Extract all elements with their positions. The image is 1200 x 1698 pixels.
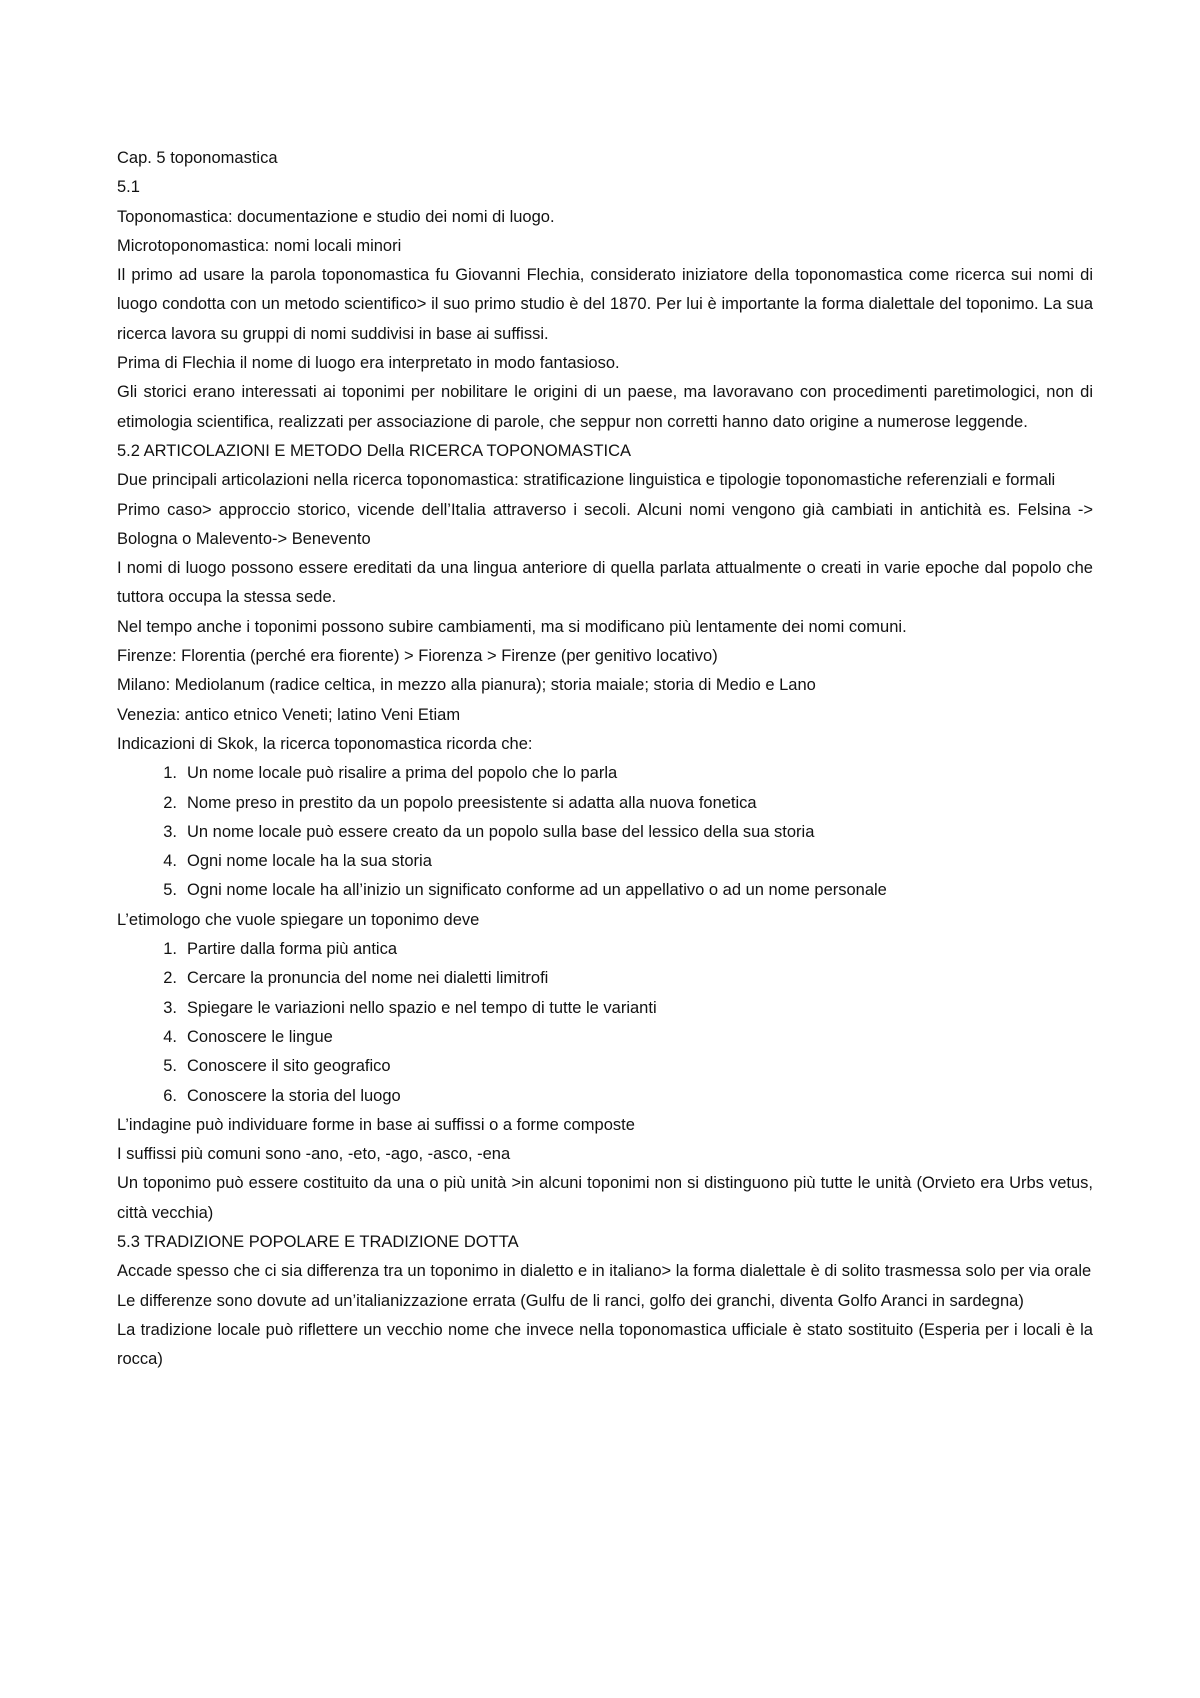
list-item (163, 1052, 1093, 1081)
list-item (163, 994, 1093, 1023)
paragraph-line: L’etimologo che vuole spiegare un toponimo deve (117, 910, 480, 929)
list-item-number: 5. (163, 1057, 177, 1076)
list-item-number: 2. (163, 793, 177, 812)
example-line: Venezia: antico etnico Veneti; latino Veni Etiam (117, 705, 461, 724)
paragraph-line: Indicazioni di Skok, la ricerca toponomastica ricorda che: (117, 734, 533, 753)
example-line: Milano: Mediolanum (radice celtica, in mezzo alla pianura); storia maiale; storia di Medio e Lano (117, 676, 816, 695)
paragraph-line: Prima di Flechia il nome di luogo era interpretato in modo fantasioso. (117, 354, 620, 373)
paragraph: Gli storici erano interessati ai toponimi per nobilitare le origini di un paese, ma lavoravano con procedimenti paretimologici, non di etimologia scientifica, realizzati per associazione di parole, che seppur non corretti hanno dato origine a numerose leggende. (117, 383, 1093, 431)
list-item (163, 964, 1093, 993)
paragraph-line: L’indagine può individuare forme in base ai suffissi o a forme composte (117, 1115, 635, 1134)
document-page (117, 144, 1093, 1374)
example-line: Firenze: Florentia (perché era fiorente) > Fiorenza > Firenze (per genitivo locativo) (117, 647, 718, 666)
definition-line: Toponomastica: documentazione e studio dei nomi di luogo. (117, 207, 555, 226)
list-item-text: Conoscere il sito geografico (187, 1057, 391, 1076)
list-item (163, 935, 1093, 964)
list-item (163, 759, 1093, 788)
skok-list (117, 759, 1093, 905)
section-heading: 5.3 TRADIZIONE POPOLARE E TRADIZIONE DOTTA (117, 1232, 519, 1251)
etimologo-list (117, 935, 1093, 1111)
list-item-text: Conoscere le lingue (187, 1027, 333, 1046)
definition-line: Microtoponomastica: nomi locali minori (117, 236, 402, 255)
list-item-number: 4. (163, 852, 177, 871)
list-item-text: Un nome locale può essere creato da un popolo sulla base del lessico della sua storia (187, 822, 815, 841)
list-item (163, 847, 1093, 876)
paragraph: La tradizione locale può riflettere un vecchio nome che invece nella toponomastica ufficiale è stato sostituito (Esperia per i locali è la rocca) (117, 1320, 1093, 1369)
paragraph: Due principali articolazioni nella ricerca toponomastica: stratificazione linguistica e tipologie toponomastiche referenziali e formali (117, 471, 1056, 490)
list-item-number: 6. (163, 1086, 177, 1105)
section-heading: 5.2 ARTICOLAZIONI E METODO Della RICERCA TOPONOMASTICA (117, 441, 632, 460)
chapter-title: Cap. 5 toponomastica (117, 149, 278, 167)
list-item-text: Conoscere la storia del luogo (187, 1086, 401, 1105)
list-item-number: 3. (163, 998, 177, 1017)
list-item-number: 1. (163, 940, 177, 959)
paragraph: Primo caso> approccio storico, vicende dell’Italia attraverso i secoli. Alcuni nomi vengono già cambiati in antichità es. Felsina -> Bologna o Malevento-> Benevento (117, 500, 1093, 548)
list-item-text: Nome preso in prestito da un popolo preesistente si adatta alla nuova fonetica (187, 793, 757, 812)
list-item-text: Ogni nome locale ha la sua storia (187, 852, 432, 871)
paragraph-line: I suffissi più comuni sono -ano, -eto, -ago, -asco, -ena (117, 1145, 511, 1164)
list-item (163, 818, 1093, 847)
paragraph: Accade spesso che ci sia differenza tra un toponimo in dialetto e in italiano> la forma dialettale è di solito trasmessa solo per via orale (117, 1262, 1092, 1281)
paragraph: Nel tempo anche i toponimi possono subire cambiamenti, ma si modificano più lentamente dei nomi comuni. (117, 617, 907, 636)
paragraph: Un toponimo può essere costituito da una o più unità >in alcuni toponimi non si distinguono più tutte le unità (Orvieto era Urbs vetus, città vecchia) (117, 1174, 1093, 1222)
list-item (163, 789, 1093, 818)
list-item-number: 4. (163, 1027, 177, 1046)
paragraph: Il primo ad usare la parola toponomastica fu Giovanni Flechia, considerato iniziatore della toponomastica come ricerca sui nomi di luogo condotta con un metodo scientifico> il suo primo studio è del 1870. Per lui è importante la forma dialettale del toponimo. La sua ricerca lavora su gruppi di nomi suddivisi in base ai suffissi. (117, 266, 1093, 343)
list-item-text: Spiegare le variazioni nello spazio e nel tempo di tutte le varianti (187, 998, 657, 1017)
list-item-number: 2. (163, 969, 177, 988)
list-item-text: Un nome locale può risalire a prima del popolo che lo parla (187, 764, 618, 783)
list-item-number: 3. (163, 822, 177, 841)
list-item (163, 1023, 1093, 1052)
list-item (163, 876, 1093, 905)
list-item (163, 1082, 1093, 1111)
list-item-text: Cercare la pronuncia del nome nei dialetti limitrofi (187, 969, 549, 988)
list-item-text: Partire dalla forma più antica (187, 940, 398, 959)
section-heading: 5.1 (117, 178, 140, 197)
list-item-text: Ogni nome locale ha all’inizio un significato conforme ad un appellativo o ad un nome personale (187, 881, 887, 900)
paragraph: Le differenze sono dovute ad un’italianizzazione errata (Gulfu de li ranci, golfo dei granchi, diventa Golfo Aranci in sardegna) (117, 1291, 1024, 1310)
paragraph: I nomi di luogo possono essere ereditati da una lingua anteriore di quella parlata attualmente o creati in varie epoche dal popolo che tuttora occupa la stessa sede. (117, 559, 1093, 607)
list-item-number: 5. (163, 881, 177, 900)
list-item-number: 1. (163, 764, 177, 783)
